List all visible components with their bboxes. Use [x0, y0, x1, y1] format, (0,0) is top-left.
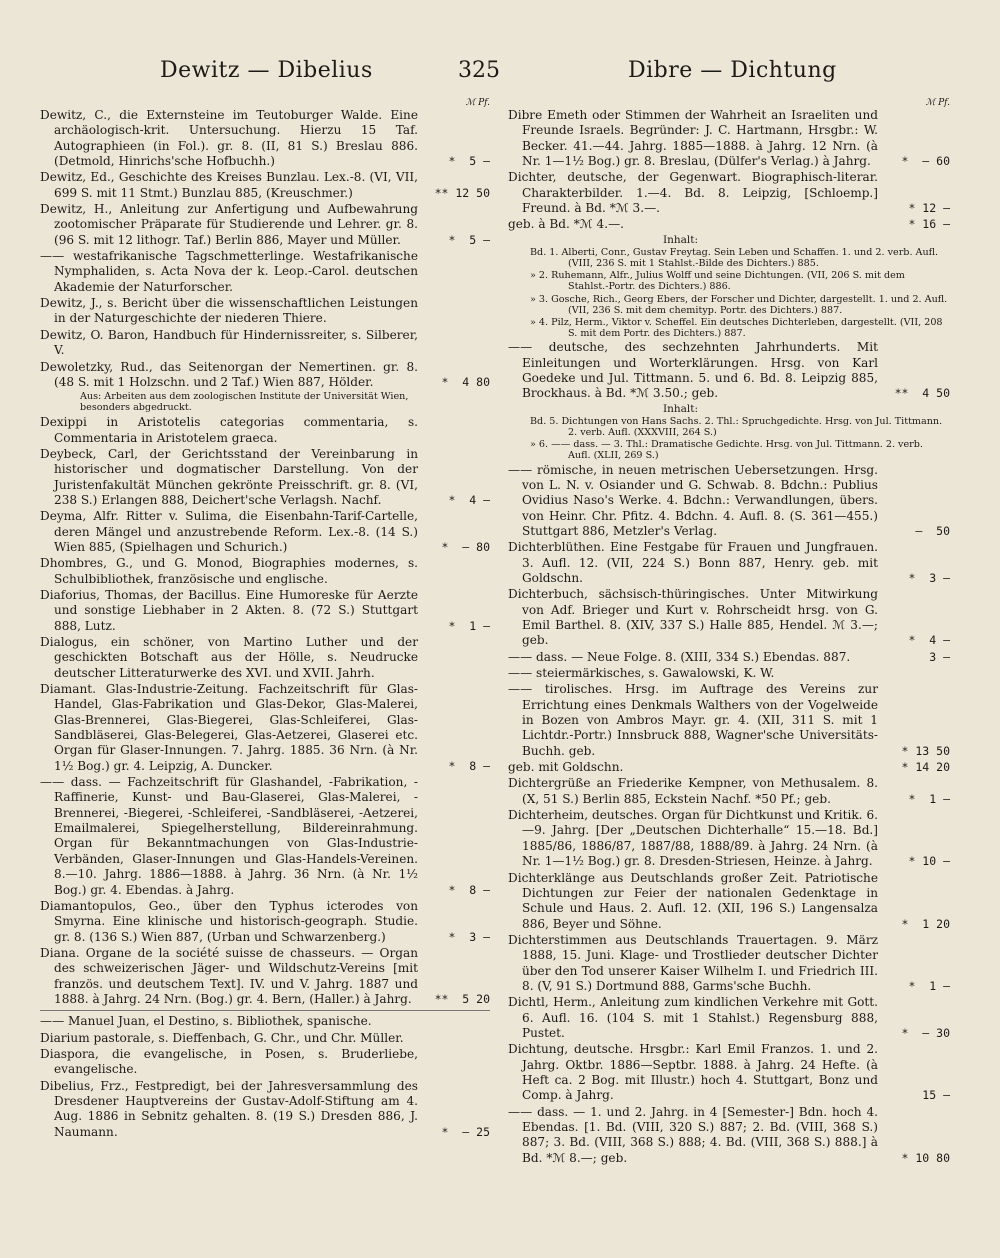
price-units-label: ℳ Pf. [925, 98, 950, 108]
entry-text: Dichterbuch, sächsisch-thüringisches. Unter Mitwirkung von Adf. Brieger und Kurt v. Rohrscheidt hrsg. von G. Emil Barthel. 8. (XIV, 337 S.) Halle 885, Hendel. ℳ 3.—; geb. [508, 587, 878, 648]
entry-text: Dichterklänge aus Deutschlands großer Zeit. Patriotische Dichtungen zur Feier der nationalen Gedenktage in Schule und Haus. 2. Aufl. 12. (XII, 196 S.) Langensalza 886, Beyer und Söhne. [508, 870, 878, 931]
entry-price: * 10 80 [901, 1150, 950, 1165]
entry-text: Dhombres, G., und G. Monod, Biographies modernes, s. Schulbibliothek, französische und englische. [40, 556, 418, 586]
entry-text: Dichterheim, deutsches. Organ für Dichtkunst und Kritik. 6.—9. Jahrg. [Der „Deutschen Dichterhalle“ 15.—18. Bd.] 1885/86, 1886/87, 1887/88, 1888/89. à Jahrg. 24 Nrn. (à Nr. 1—1½ Bog.) gr. 8. Dresden-Striesen, Heinze. à Jahrg. [508, 808, 878, 869]
entry-text: Dichtergrüße an Friederike Kempner, von Methusalem. 8. (X, 51 S.) Berlin 885, Eckstein Nachf. *50 Pf.; geb. [508, 776, 878, 806]
catalog-entry [508, 933, 950, 994]
entry-price: * 16 — [908, 217, 950, 232]
entry-text: Deybeck, Carl, der Gerichtsstand der Vereinbarung in historischer und dogmatischer Darstellung. Von der Juristenfakultät München gekrönte Preisschrift. gr. 8. (VI, 238 S.) Erlangen 888, Deichert'sche Verlagsh. Nachf. [40, 446, 418, 507]
volume-contents-item: » 3. Gosche, Rich., Georg Ebers, der Forscher und Dichter, dargestellt. 1. und 2. Aufl. (VII, 236 S. mit dem chemityp. Portr. des Dichters.) 887. [530, 293, 948, 316]
catalog-entry [40, 588, 490, 634]
entry-text: Dichtl, Herm., Anleitung zum kindlichen Verkehre mit Gott. 6. Aufl. 16. (104 S. mit 1 Stahlst.) Regensburg 888, Pustet. [508, 995, 878, 1040]
entry-text: Dexippi in Aristotelis categorias commentaria, s. Commentaria in Aristotelem graeca. [40, 415, 418, 445]
catalog-entry [40, 1047, 490, 1078]
catalog-entry [508, 760, 950, 775]
entry-text: geb. mit Goldschn. [508, 760, 624, 775]
entry-text: —— römische, in neuen metrischen Uebersetzungen. Hrsg. von L. N. v. Osiander und G. Schwab. 8. Bdchn.: Publius Ovidius Naso's Werke. 4. Bdchn.: Verwandlungen, übers. von Heinr. Chr. Pfitz. 4. Bdchn. 4. Aufl. 8. (S. 361—455.) Stuttgart 886, Metzler's Verlag. [508, 462, 878, 538]
entry-price: * 13 50 [901, 743, 950, 758]
catalog-entry [40, 108, 490, 169]
catalog-entry [40, 415, 490, 446]
entry-price: ** 5 20 [434, 991, 490, 1006]
entry-text: Dichter, deutsche, der Gegenwart. Biographisch-literar. Charakterbilder. 1.—4. Bd. 8. Leipzig, [Schloemp.] Freund. à Bd. *ℳ 3.—. [508, 170, 878, 216]
price-units-label: ℳ Pf. [465, 98, 490, 108]
catalog-entry [508, 871, 950, 932]
catalog-entry [508, 808, 950, 869]
entry-price: * 4 — [908, 633, 950, 648]
entry-price: * 1 — [908, 978, 950, 993]
catalog-entry [508, 995, 950, 1041]
catalog-entry [40, 1031, 490, 1046]
entry-price: ** 4 50 [894, 386, 950, 401]
catalog-entry [508, 170, 950, 216]
entry-text: Dewitz, Ed., Geschichte des Kreises Bunzlau. Lex.-8. (VI, VII, 699 S. mit 11 Stmt.) Bunzlau 885, (Kreuschmer.) [40, 170, 418, 200]
catalog-entry [508, 1042, 950, 1103]
entry-price: * — 80 [441, 539, 490, 554]
section-divider [40, 1010, 490, 1011]
catalog-entry [508, 340, 950, 401]
catalog-entry [508, 108, 950, 169]
catalog-entry [508, 666, 950, 681]
volume-contents-item: » 2. Ruhemann, Alfr., Julius Wolff und seine Dichtungen. (VII, 206 S. mit dem Stahlst.-Portr. des Dichters.) 886. [530, 270, 905, 293]
right-column [508, 98, 950, 1167]
entry-price: * 8 — [448, 882, 490, 897]
volume-contents-item: » 4. Pilz, Herm., Viktor v. Scheffel. Ein deutsches Dichterleben, dargestellt. (VII, 208 S. mit dem Portr. des Dichters.) 887. [530, 316, 943, 340]
entry-price: * 12 — [908, 201, 950, 216]
catalog-entry [40, 682, 490, 774]
catalog-entry [40, 899, 490, 945]
contents-heading: Inhalt: [663, 402, 699, 415]
entry-text: Diamant. Glas-Industrie-Zeitung. Fachzeitschrift für Glas-Handel, Glas-Fabrikation und Glas-Dekor, Glas-Malerei, Glas-Brennerei, Glas-Biegerei, Glas-Schleiferei, Glas-Sandbläserei, Glas-Belegerei, Glas-Aetzerei, Glaserei etc. Organ für Glaser-Innungen. 7. Jahrg. 1885. 36 Nrn. (à Nr. 1½ Bog.) gr. 4. Leipzig, A. Duncker. [40, 682, 418, 773]
catalog-entry [40, 635, 490, 681]
catalog-entry [508, 650, 950, 665]
entry-price: ** 12 50 [434, 185, 490, 200]
catalog-entry [40, 249, 490, 295]
entry-text: Diaforius, Thomas, der Bacillus. Eine Humoreske für Aerzte und sonstige Liebhaber in 2 Akten. 8. (72 S.) Stuttgart 888, Lutz. [40, 587, 418, 633]
page-number: 325 [458, 58, 500, 83]
entry-text: Dichterblüthen. Eine Festgabe für Frauen und Jungfrauen. 3. Aufl. 12. (VII, 224 S.) Bonn 887, Henry. geb. mit Goldschn. [508, 540, 878, 585]
catalog-entry [40, 296, 490, 327]
entry-price: 3 — [929, 649, 950, 664]
entry-price: * 5 — [448, 232, 490, 247]
entry-price: * 4 — [448, 492, 490, 507]
entry-note: Aus: Arbeiten aus dem zoologischen Institute der Universität Wien, besonders abgedruckt. [80, 391, 409, 414]
catalog-entry [40, 946, 490, 1007]
entry-text: Dibre Emeth oder Stimmen der Wahrheit an Israeliten und Freunde Israels. Begründer: J. C. Hartmann, Hrsgbr.: W. Becker. 41.—44. Jahrg. 1885—1888. à Jahrg. 12 Nrn. (à Nr. 1—1½ Bog.) gr. 8. Breslau, (Dülfer's Verlag.) à Jahrg. [508, 108, 878, 169]
catalog-entry [508, 682, 950, 759]
left-column [40, 98, 490, 1141]
entry-text: —— Manuel Juan, el Destino, s. Bibliothek, spanische. [40, 1014, 372, 1029]
catalog-entry [40, 509, 490, 555]
entry-text: Diana. Organe de la société suisse de chasseurs. — Organ des schweizerischen Jäger- und Wildschutz-Vereins [mit französ. und deutschem Text]. IV. und V. Jahrg. 1887 und 1888. à Jahrg. 24 Nrn. (Bog.) gr. 4. Bern, (Haller.) à Jahrg. [40, 945, 418, 1006]
entry-text: Dewitz, J., s. Bericht über die wissenschaftlichen Leistungen in der Naturgeschichte der niederen Thiere. [40, 296, 418, 326]
entry-text: Dewitz, C., die Externsteine im Teutoburger Walde. Eine archäologisch-krit. Untersuchung. Hierzu 15 Taf. Autographieen (in Fol.). gr. 8. (II, 81 S.) Breslau 886. (Detmold, Hinrichs'sche Hofbuchh.) [40, 108, 418, 169]
entry-text: Dichtung, deutsche. Hrsgbr.: Karl Emil Franzos. 1. und 2. Jahrg. Oktbr. 1886—Septbr. 1888. à Jahrg. 24 Hefte. (à Heft ca. 2 Bog. mit Illustr.) hoch 4. Stuttgart, Bonz und Comp. à Jahrg. [508, 1042, 878, 1103]
entry-text: —— steiermärkisches, s. Gawalowski, K. W. [508, 666, 775, 681]
entry-price: * — 25 [441, 1124, 490, 1139]
volume-contents-item: » 6. —— dass. — 3. Thl.: Dramatische Gedichte. Hrsg. von Jul. Tittmann. 2. verb. Aufl. (XLII, 269 S.) [530, 439, 923, 462]
entry-text: Dibelius, Frz., Festpredigt, bei der Jahresversammlung des Dresdener Hauptvereins der Gustav-Adolf-Stiftung am 4. Aug. 1886 in Sebnitz gehalten. 8. (19 S.) Dresden 886, J. Naumann. [40, 1078, 418, 1139]
entry-text: —— dass. — 1. und 2. Jahrg. in 4 [Semester-] Bdn. hoch 4. Ebendas. [1. Bd. (VIII, 320 S.) 887; 2. Bd. (VIII, 368 S.) 887; 3. Bd. (VIII, 368 S.) 888; 4. Bd. (VIII, 368 S.) 888.] à Bd. *ℳ 8.—; geb. [508, 1104, 878, 1165]
left-running-title: Dewitz — Dibelius [160, 58, 373, 83]
catalog-entry [40, 202, 490, 248]
entry-text: Dewitz, O. Baron, Handbuch für Hindernissreiter, s. Silberer, V. [40, 327, 418, 358]
entry-text: Dichterstimmen aus Deutschlands Trauertagen. 9. März 1888, 15. Juni. Klage- und Trostlieder deutscher Dichter über den Tod unserer Kaiser Wilhelm I. und Friedrich III. 8. (V, 91 S.) Dortmund 888, Garms'sche Buchh. [508, 932, 878, 993]
entry-text: Dewitz, H., Anleitung zur Anfertigung und Aufbewahrung zootomischer Präparate für Studierende und Lehrer. gr. 8. (96 S. mit 12 lithogr. Taf.) Berlin 886, Mayer und Müller. [40, 202, 418, 247]
entry-text: —— dass. — Neue Folge. 8. (XIII, 334 S.) Ebendas. 887. [508, 649, 851, 664]
volume-contents-item: Bd. 5. Dichtungen von Hans Sachs. 2. Thl.: Spruchgedichte. Hrsg. von Jul. Tittmann. 2. verb. Aufl. (XXXVIII, 264 S.) [530, 415, 943, 438]
entry-text: Dialogus, ein schöner, von Martino Luther und der geschickten Botschaft aus der Hölle, s. Neudrucke deutscher Litteraturwerke des XVI. und XVII. Jahrh. [40, 635, 418, 680]
right-running-title: Dibre — Dichtung [628, 58, 837, 83]
entry-price: * 8 — [448, 758, 490, 773]
entry-price: * 10 — [908, 854, 950, 869]
entry-price: * 3 — [908, 570, 950, 585]
catalog-entry [40, 1079, 490, 1140]
catalog-entry [508, 776, 950, 807]
catalog-entry [40, 775, 490, 898]
catalog-entry [40, 556, 490, 587]
catalog-entry [508, 587, 950, 648]
entry-text: geb. à Bd. *ℳ 4.—. [508, 217, 625, 232]
entry-price: * — 60 [901, 154, 950, 169]
entry-text: —— tirolisches. Hrsg. im Auftrage des Vereins zur Errichtung eines Denkmals Walthers von der Vogelweide in Bozen von Ambros Mayr. gr. 4. (XII, 311 S. mit 1 Lichtdr.-Portr.) Innsbruck 888, Wagner'sche Universitäts-Buchh. geb. [508, 682, 878, 758]
catalog-entry [508, 540, 950, 586]
catalog-entry [40, 328, 490, 359]
entry-text: —— westafrikanische Tagschmetterlinge. Westafrikanische Nymphaliden, s. Acta Nova der k. Leop.-Carol. deutschen Akademie der Naturforscher. [40, 249, 418, 294]
catalog-entry [40, 447, 490, 508]
contents-heading: Inhalt: [663, 233, 699, 246]
entry-text: —— deutsche, des sechzehnten Jahrhunderts. Mit Einleitungen und Worterklärungen. Hrsg. von Karl Goedeke und Jul. Tittmann. 5. und 6. Bd. 8. Leipzig 885, Brockhaus. à Bd. *ℳ 3.50.; geb. [508, 340, 878, 401]
entry-text: Deyma, Alfr. Ritter v. Sulima, die Eisenbahn-Tarif-Cartelle, deren Mängel und anzustrebende Reform. Lex.-8. (14 S.) Wien 885, (Spielhagen und Schurich.) [40, 509, 418, 554]
entry-text: Dewoletzky, Rud., das Seitenorgan der Nemertinen. gr. 8. (48 S. mit 1 Holzschn. und 2 Taf.) Wien 887, Hölder. [40, 359, 418, 389]
entry-price: * 1 20 [901, 916, 950, 931]
entry-text: Diamantopulos, Geo., über den Typhus icterodes von Smyrna. Eine klinische und historisch-geograph. Studie. gr. 8. (136 S.) Wien 887, (Urban und Schwarzenberg.) [40, 898, 418, 944]
catalog-entry [40, 170, 490, 201]
entry-price: * — 30 [901, 1025, 950, 1040]
catalog-entry [40, 1014, 490, 1029]
entry-text: Diarium pastorale, s. Dieffenbach, G. Chr., und Chr. Müller. [40, 1030, 404, 1045]
entry-text: Diaspora, die evangelische, in Posen, s. Bruderliebe, evangelische. [40, 1046, 418, 1077]
entry-price: 15 — [922, 1088, 950, 1103]
entry-price: * 1 — [448, 618, 490, 633]
entry-text: —— dass. — Fachzeitschrift für Glashandel, -Fabrikation, -Raffinerie, Kunst- und Bau-Glaserei, Glas-Malerei, -Brennerei, -Biegerei, -Schleiferei, -Sandbläserei, -Aetzerei, Emailmalerei, Spiegelherstellung, Bildereinrahmung. Organ für Bekanntmachungen von Glas-Industrie-Verbänden, Glaser-Innungen und Glas-Handels-Vereinen. 8.—10. Jahrg. 1886—1888. à Jahrg. 36 Nrn. (à Nr. 1½ Bog.) gr. 4. Ebendas. à Jahrg. [40, 775, 418, 897]
entry-price: * 4 80 [441, 374, 490, 389]
catalog-entry [508, 217, 950, 232]
catalog-entry [40, 360, 490, 391]
page-header [0, 58, 1000, 94]
entry-price: — 50 [915, 523, 950, 538]
entry-price: * 5 — [448, 154, 490, 169]
catalog-entry [508, 1105, 950, 1166]
entry-price: * 1 — [908, 791, 950, 806]
volume-contents-item: Bd. 1. Alberti, Conr., Gustav Freytag. Sein Leben und Schaffen. 1. und 2. verb. Aufl. (VIII, 236 S. mit 1 Stahlst.-Bilde des Dichters.) 885. [530, 246, 939, 269]
entry-price: * 3 — [448, 929, 490, 944]
catalog-entry [508, 463, 950, 540]
entry-price: * 14 20 [901, 760, 950, 775]
